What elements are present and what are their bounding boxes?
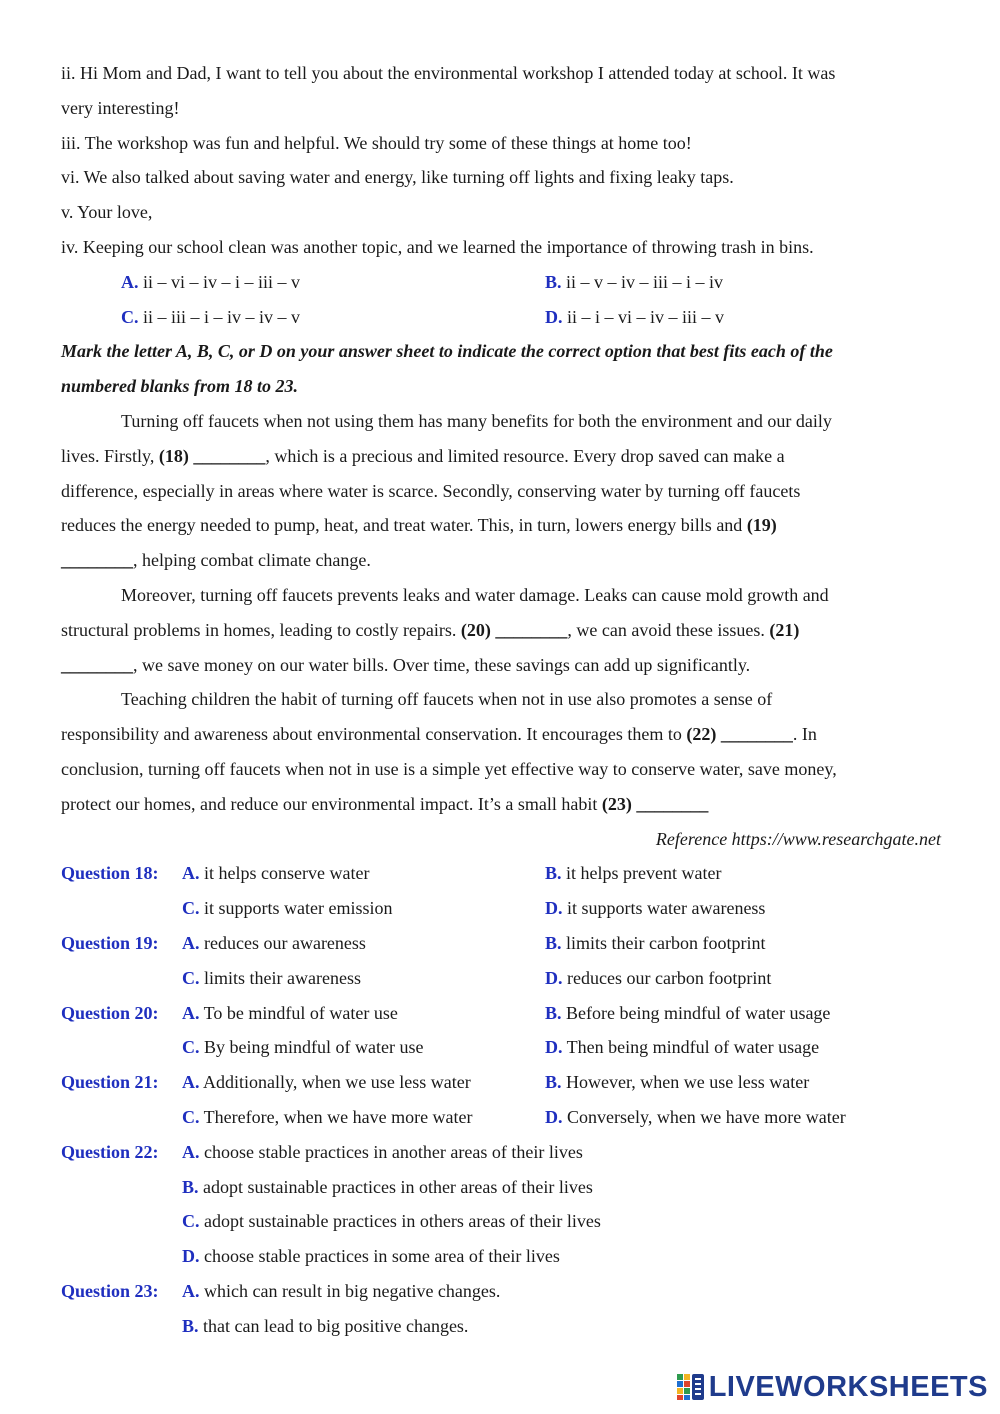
question-label: Question 23: (61, 1280, 159, 1301)
option-b[interactable]: B. limits their carbon footprint (545, 932, 766, 953)
question-20-row (61, 1030, 941, 1065)
option-d[interactable]: D. reduces our carbon footprint (545, 967, 772, 988)
question-18-row (61, 891, 941, 926)
instruction: numbered blanks from 18 to 23. (61, 376, 299, 397)
passage-line: Turning off faucets when not using them has many benefits for both the environment and our daily (121, 410, 832, 431)
option-a[interactable]: A. To be mindful of water use (182, 1002, 398, 1023)
blank-21[interactable]: ________ (61, 654, 133, 675)
text-line: very interesting! (61, 97, 180, 118)
option-d[interactable]: D. Then being mindful of water usage (545, 1037, 820, 1058)
question-20-row (61, 996, 941, 1031)
previous-options-row (61, 265, 941, 300)
question-19-row (61, 961, 941, 996)
passage-line: difference, especially in areas where water is scarce. Secondly, conserving water by turning off faucets (61, 480, 801, 501)
passage-line: conclusion, turning off faucets when not in use is a simple yet effective way to conserve water, save money, (61, 758, 837, 779)
blank-18[interactable]: ________ (193, 445, 266, 466)
option-a[interactable]: A. ii – vi – iv – i – iii – v (121, 271, 301, 292)
option-d[interactable]: D. choose stable practices in some area of their lives (182, 1246, 560, 1267)
question-22-row (61, 1204, 941, 1239)
passage-line: lives. Firstly, (18) ________, which is a precious and limited resource. Every drop saved can make a (61, 445, 785, 466)
passage-line: structural problems in homes, leading to costly repairs. (20) ________, we can avoid these issues. (21) (61, 619, 800, 640)
blank-23[interactable]: ________ (636, 793, 709, 814)
question-23-row (61, 1309, 941, 1344)
text-line: iv. Keeping our school clean was another topic, and we learned the importance of throwing trash in bins. (61, 236, 814, 257)
question-label: Question 18: (61, 863, 159, 884)
text-line: ii. Hi Mom and Dad, I want to tell you about the environmental workshop I attended today at school. It was (61, 63, 836, 83)
instruction: Mark the letter A, B, C, or D on your answer sheet to indicate the correct option that best fits each of the (61, 341, 833, 362)
blank-19[interactable]: ________ (61, 550, 133, 571)
passage-line: Moreover, turning off faucets prevents leaks and water damage. Leaks can cause mold growth and (121, 584, 829, 605)
option-b[interactable]: B. However, when we use less water (545, 1072, 810, 1093)
question-22-row (61, 1239, 941, 1274)
question-23-row (61, 1274, 941, 1309)
option-c[interactable]: C. adopt sustainable practices in others areas of their lives (182, 1211, 601, 1232)
option-d[interactable]: D. Conversely, when we have more water (545, 1106, 846, 1127)
text-line: iii. The workshop was fun and helpful. We should try some of these things at home too! (61, 132, 692, 153)
question-label: Question 20: (61, 1002, 159, 1023)
question-19-row (61, 926, 941, 961)
option-c[interactable]: C. limits their awareness (182, 967, 361, 988)
option-b[interactable]: B. Before being mindful of water usage (545, 1002, 831, 1023)
worksheet-page (61, 56, 941, 1343)
question-22-row (61, 1170, 941, 1205)
question-label: Question 21: (61, 1072, 159, 1093)
option-c[interactable]: C. ii – iii – i – iv – iv – v (121, 306, 301, 327)
passage-line: responsibility and awareness about environmental conservation. It encourages them to (22) ________. In (61, 724, 817, 745)
option-a[interactable]: A. it helps conserve water (182, 863, 370, 884)
liveworksheets-logo[interactable] (677, 1370, 988, 1404)
option-d[interactable]: D. it supports water awareness (545, 898, 766, 919)
option-b[interactable]: B. it helps prevent water (545, 863, 722, 884)
previous-options-row (61, 300, 941, 335)
option-c[interactable]: C. it supports water emission (182, 898, 393, 919)
text-line: vi. We also talked about saving water and energy, like turning off lights and fixing leaky taps. (61, 167, 734, 188)
blank-22[interactable]: ________ (720, 724, 793, 745)
passage-line: ________, we save money on our water bills. Over time, these savings can add up significantly. (61, 654, 751, 675)
text-line: v. Your love, (61, 202, 153, 223)
blank-20[interactable]: ________ (495, 619, 568, 640)
option-a[interactable]: A. choose stable practices in another areas of their lives (182, 1141, 583, 1162)
question-21-row (61, 1065, 941, 1100)
question-label: Question 22: (61, 1141, 159, 1162)
option-c[interactable]: C. By being mindful of water use (182, 1037, 424, 1058)
question-21-row (61, 1100, 941, 1135)
option-d[interactable]: D. ii – i – vi – iv – iii – v (545, 306, 725, 327)
option-a[interactable]: A. Additionally, when we use less water (182, 1072, 471, 1093)
liveworksheets-logo-icon (677, 1373, 705, 1401)
option-b[interactable]: B. ii – v – iv – iii – i – iv (545, 271, 724, 292)
passage-line: reduces the energy needed to pump, heat, and treat water. This, in turn, lowers energy bills and (19) (61, 515, 777, 536)
passage-line: Teaching children the habit of turning off faucets when not in use also promotes a sense of (121, 689, 773, 710)
reference: Reference https://www.researchgate.net (655, 828, 941, 849)
option-b[interactable]: B. adopt sustainable practices in other areas of their lives (182, 1176, 593, 1197)
question-label: Question 19: (61, 932, 159, 953)
logo-text: LIVEWORKSHEETS (708, 1370, 988, 1403)
question-18-row (61, 856, 941, 891)
option-a[interactable]: A. which can result in big negative changes. (182, 1280, 501, 1301)
question-22-row (61, 1135, 941, 1170)
option-a[interactable]: A. reduces our awareness (182, 932, 366, 953)
passage-line: protect our homes, and reduce our environmental impact. It’s a small habit (23) ________ (61, 793, 709, 814)
passage-line: ________, helping combat climate change. (61, 550, 371, 571)
option-c[interactable]: C. Therefore, when we have more water (182, 1106, 473, 1127)
option-b[interactable]: B. that can lead to big positive changes. (182, 1315, 469, 1336)
